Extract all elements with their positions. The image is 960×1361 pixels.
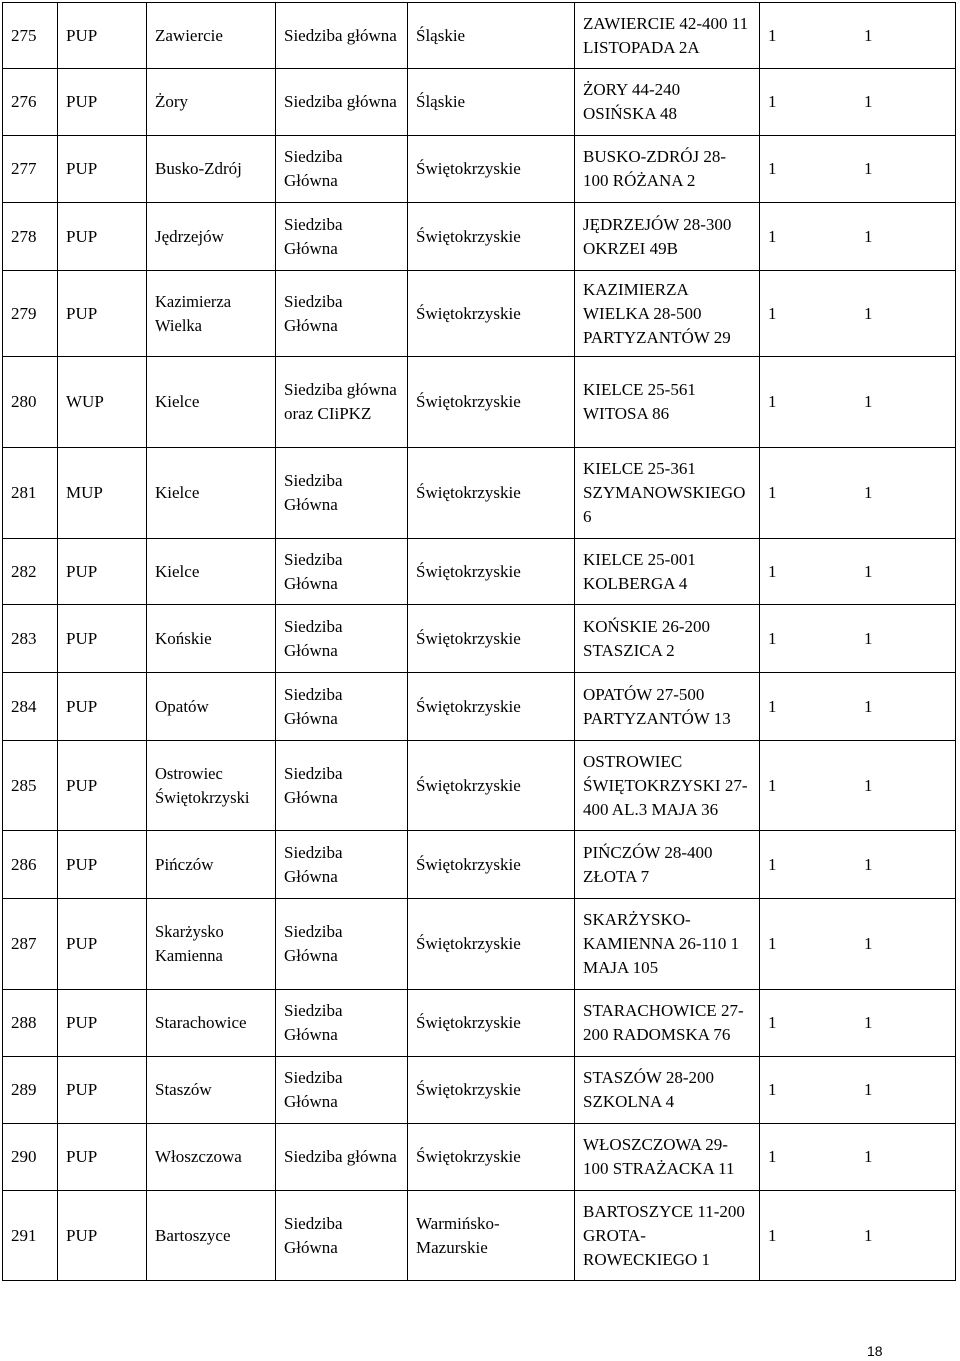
counts-cell: [760, 899, 956, 990]
counts-cell: [760, 539, 956, 605]
row-number: 276: [3, 69, 58, 136]
office-type: PUP: [58, 990, 147, 1057]
row-number: 275: [3, 3, 58, 69]
office-type: PUP: [58, 673, 147, 741]
row-number: 279: [3, 271, 58, 357]
office-type: PUP: [58, 899, 147, 990]
count-2: 1: [864, 1080, 873, 1099]
office-address: ŻORY 44-240 OSIŃSKA 48: [575, 69, 760, 136]
office-region: Świętokrzyskie: [408, 271, 575, 357]
office-address: KIELCE 25-361 SZYMANOWSKIEGO 6: [575, 448, 760, 539]
office-type: PUP: [58, 3, 147, 69]
office-address: SKARŻYSKO-KAMIENNA 26-110 1 MAJA 105: [575, 899, 760, 990]
office-address: KOŃSKIE 26-200 STASZICA 2: [575, 605, 760, 673]
office-type: PUP: [58, 831, 147, 899]
office-city: Kielce: [147, 448, 276, 539]
office-city: Końskie: [147, 605, 276, 673]
table-row: [3, 136, 956, 203]
row-number: 291: [3, 1191, 58, 1281]
row-number: 285: [3, 741, 58, 831]
count-2: 1: [864, 483, 873, 502]
office-seat: Siedziba Główna: [276, 1191, 408, 1281]
office-type: PUP: [58, 1191, 147, 1281]
count-1: 1: [768, 934, 777, 953]
office-seat: Siedziba Główna: [276, 448, 408, 539]
count-2: 1: [864, 696, 873, 716]
counts-cell: [760, 203, 956, 271]
office-seat: Siedziba główna: [276, 1124, 408, 1191]
office-type: PUP: [58, 539, 147, 605]
count-1: 1: [768, 159, 777, 178]
office-region: Śląskie: [408, 69, 575, 136]
table-row: [3, 3, 956, 69]
office-address: JĘDRZEJÓW 28-300 OKRZEI 49B: [575, 203, 760, 271]
office-city: Ostrowiec Świętokrzyski: [147, 741, 276, 831]
office-city: Włoszczowa: [147, 1124, 276, 1191]
office-seat: Siedziba Główna: [276, 539, 408, 605]
office-city: Bartoszyce: [147, 1191, 276, 1281]
office-seat: Siedziba Główna: [276, 741, 408, 831]
office-seat: Siedziba Główna: [276, 673, 408, 741]
office-address: KIELCE 25-001 KOLBERGA 4: [575, 539, 760, 605]
count-1: 1: [768, 25, 777, 45]
office-city: Busko-Zdrój: [147, 136, 276, 203]
office-city: Kielce: [147, 539, 276, 605]
count-1: 1: [768, 1225, 777, 1245]
table-row: [3, 1057, 956, 1124]
count-2: 1: [864, 159, 873, 178]
count-2: 1: [864, 1147, 873, 1166]
counts-cell: [760, 69, 956, 136]
counts-cell: [760, 1124, 956, 1191]
row-number: 288: [3, 990, 58, 1057]
office-type: PUP: [58, 741, 147, 831]
office-address: STASZÓW 28-200 SZKOLNA 4: [575, 1057, 760, 1124]
office-city: Staszów: [147, 1057, 276, 1124]
office-region: Świętokrzyskie: [408, 357, 575, 448]
office-seat: Siedziba główna: [276, 69, 408, 136]
office-city: Kielce: [147, 357, 276, 448]
counts-cell: [760, 136, 956, 203]
row-number: 290: [3, 1124, 58, 1191]
count-1: 1: [768, 854, 777, 874]
count-1: 1: [768, 483, 777, 502]
office-seat: Siedziba Główna: [276, 1057, 408, 1124]
office-type: MUP: [58, 448, 147, 539]
table-row: [3, 741, 956, 831]
table-row: [3, 990, 956, 1057]
office-seat: Siedziba główna oraz CIiPKZ: [276, 357, 408, 448]
office-city: Pińczów: [147, 831, 276, 899]
office-type: PUP: [58, 605, 147, 673]
table-row: [3, 1124, 956, 1191]
office-region: Świętokrzyskie: [408, 1124, 575, 1191]
count-2: 1: [864, 92, 873, 111]
counts-cell: [760, 448, 956, 539]
count-1: 1: [768, 1013, 777, 1032]
table-row: [3, 899, 956, 990]
office-region: Warmińsko-Mazurskie: [408, 1191, 575, 1281]
office-city: Jędrzejów: [147, 203, 276, 271]
count-2: 1: [864, 561, 873, 581]
count-1: 1: [768, 92, 777, 111]
count-2: 1: [864, 628, 873, 648]
office-seat: Siedziba główna: [276, 3, 408, 69]
count-1: 1: [768, 775, 777, 795]
office-region: Świętokrzyskie: [408, 539, 575, 605]
count-2: 1: [864, 934, 873, 953]
table-row: [3, 203, 956, 271]
counts-cell: [760, 1057, 956, 1124]
count-1: 1: [768, 628, 777, 648]
count-2: 1: [864, 1013, 873, 1032]
office-city: Starachowice: [147, 990, 276, 1057]
office-address: WŁOSZCZOWA 29-100 STRAŻACKA 11: [575, 1124, 760, 1191]
table-row: [3, 448, 956, 539]
office-address: BARTOSZYCE 11-200 GROTA-ROWECKIEGO 1: [575, 1191, 760, 1281]
office-seat: Siedziba Główna: [276, 831, 408, 899]
count-2: 1: [864, 1225, 873, 1245]
page-number: 18: [867, 1343, 883, 1359]
table-row: [3, 673, 956, 741]
count-2: 1: [864, 775, 873, 795]
office-address: STARACHOWICE 27-200 RADOMSKA 76: [575, 990, 760, 1057]
office-seat: Siedziba Główna: [276, 605, 408, 673]
count-1: 1: [768, 1147, 777, 1166]
table-row: [3, 357, 956, 448]
office-region: Świętokrzyskie: [408, 1057, 575, 1124]
office-address: KIELCE 25-561 WITOSA 86: [575, 357, 760, 448]
office-seat: Siedziba Główna: [276, 271, 408, 357]
office-type: PUP: [58, 136, 147, 203]
table-row: [3, 539, 956, 605]
counts-cell: [760, 605, 956, 673]
counts-cell: [760, 271, 956, 357]
office-type: PUP: [58, 1124, 147, 1191]
row-number: 283: [3, 605, 58, 673]
office-city: Żory: [147, 69, 276, 136]
table-row: [3, 831, 956, 899]
office-address: ZAWIERCIE 42-400 11 LISTOPADA 2A: [575, 3, 760, 69]
office-type: PUP: [58, 1057, 147, 1124]
office-region: Świętokrzyskie: [408, 136, 575, 203]
row-number: 286: [3, 831, 58, 899]
table-row: [3, 69, 956, 136]
office-region: Świętokrzyskie: [408, 990, 575, 1057]
table-row: [3, 1191, 956, 1281]
office-region: Śląskie: [408, 3, 575, 69]
row-number: 289: [3, 1057, 58, 1124]
office-address: BUSKO-ZDRÓJ 28-100 RÓŻANA 2: [575, 136, 760, 203]
counts-cell: [760, 741, 956, 831]
office-address: OPATÓW 27-500 PARTYZANTÓW 13: [575, 673, 760, 741]
office-region: Świętokrzyskie: [408, 605, 575, 673]
count-1: 1: [768, 303, 777, 323]
office-region: Świętokrzyskie: [408, 203, 575, 271]
office-type: PUP: [58, 271, 147, 357]
count-2: 1: [864, 226, 873, 246]
count-1: 1: [768, 696, 777, 716]
office-region: Świętokrzyskie: [408, 831, 575, 899]
office-city: Zawiercie: [147, 3, 276, 69]
counts-cell: [760, 1191, 956, 1281]
office-seat: Siedziba Główna: [276, 990, 408, 1057]
counts-cell: [760, 990, 956, 1057]
row-number: 280: [3, 357, 58, 448]
office-region: Świętokrzyskie: [408, 448, 575, 539]
office-type: PUP: [58, 69, 147, 136]
row-number: 282: [3, 539, 58, 605]
office-type: WUP: [58, 357, 147, 448]
row-number: 278: [3, 203, 58, 271]
offices-table: [2, 2, 956, 1281]
row-number: 287: [3, 899, 58, 990]
row-number: 281: [3, 448, 58, 539]
office-city: Kazimierza Wielka: [147, 271, 276, 357]
count-1: 1: [768, 561, 777, 581]
counts-cell: [760, 831, 956, 899]
office-region: Świętokrzyskie: [408, 673, 575, 741]
office-region: Świętokrzyskie: [408, 899, 575, 990]
count-2: 1: [864, 303, 873, 323]
count-2: 1: [864, 392, 873, 411]
office-type: PUP: [58, 203, 147, 271]
row-number: 284: [3, 673, 58, 741]
office-city: Skarżysko Kamienna: [147, 899, 276, 990]
count-1: 1: [768, 1080, 777, 1099]
office-seat: Siedziba Główna: [276, 136, 408, 203]
count-2: 1: [864, 25, 873, 45]
table-row: [3, 605, 956, 673]
count-1: 1: [768, 226, 777, 246]
office-address: OSTROWIEC ŚWIĘTOKRZYSKI 27-400 AL.3 MAJA 36: [575, 741, 760, 831]
count-1: 1: [768, 392, 777, 411]
row-number: 277: [3, 136, 58, 203]
counts-cell: [760, 673, 956, 741]
office-city: Opatów: [147, 673, 276, 741]
counts-cell: [760, 357, 956, 448]
office-address: PIŃCZÓW 28-400 ZŁOTA 7: [575, 831, 760, 899]
office-region: Świętokrzyskie: [408, 741, 575, 831]
office-address: KAZIMIERZA WIELKA 28-500 PARTYZANTÓW 29: [575, 271, 760, 357]
count-2: 1: [864, 854, 873, 874]
office-seat: Siedziba Główna: [276, 203, 408, 271]
counts-cell: [760, 3, 956, 69]
office-seat: Siedziba Główna: [276, 899, 408, 990]
table-row: [3, 271, 956, 357]
